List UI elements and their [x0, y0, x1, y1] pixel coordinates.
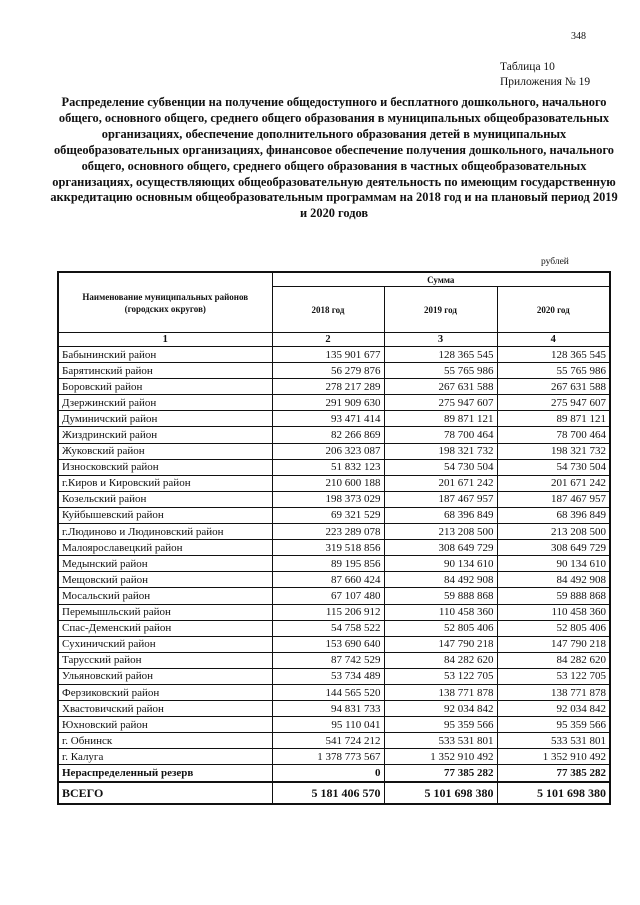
- table-row: [58, 636, 610, 652]
- value-2019: 201 671 242: [384, 475, 497, 491]
- value-2020: 77 385 282: [497, 765, 610, 783]
- value-2019: 52 805 406: [384, 620, 497, 636]
- district-name: Боровский район: [58, 379, 272, 395]
- district-name: Ульяновский район: [58, 668, 272, 684]
- header-sum: Сумма: [272, 272, 610, 287]
- table-row: [58, 395, 610, 411]
- table-row: [58, 491, 610, 507]
- district-name: Мосальский район: [58, 588, 272, 604]
- value-2020: 52 805 406: [497, 620, 610, 636]
- value-2018: 0: [272, 765, 384, 783]
- value-2018: 56 279 876: [272, 363, 384, 379]
- value-2018: 291 909 630: [272, 395, 384, 411]
- district-name: Спас-Деменский район: [58, 620, 272, 636]
- value-2019: 213 208 500: [384, 524, 497, 540]
- value-2018: 144 565 520: [272, 684, 384, 700]
- value-2020: 53 122 705: [497, 668, 610, 684]
- district-name: Малоярославецкий район: [58, 540, 272, 556]
- table-row: [58, 507, 610, 523]
- table-row: [58, 475, 610, 491]
- value-2018: 206 323 087: [272, 443, 384, 459]
- table-row: [58, 540, 610, 556]
- table-body: [58, 347, 610, 805]
- value-2019: 59 888 868: [384, 588, 497, 604]
- value-2019: 198 321 732: [384, 443, 497, 459]
- district-name: Перемышльский район: [58, 604, 272, 620]
- value-2020: 198 321 732: [497, 443, 610, 459]
- value-2020: 533 531 801: [497, 733, 610, 749]
- unit-label: рублей: [541, 257, 569, 267]
- value-2019: 95 359 566: [384, 717, 497, 733]
- district-name: Износковский район: [58, 459, 272, 475]
- value-2018: 69 321 529: [272, 507, 384, 523]
- value-2020: 275 947 607: [497, 395, 610, 411]
- value-2018: 210 600 188: [272, 475, 384, 491]
- value-2018: 89 195 856: [272, 556, 384, 572]
- value-2019: 89 871 121: [384, 411, 497, 427]
- reserve-row: [58, 765, 610, 783]
- table-row: [58, 379, 610, 395]
- value-2020: 55 765 986: [497, 363, 610, 379]
- total-row: [58, 782, 610, 804]
- value-2018: 319 518 856: [272, 540, 384, 556]
- value-2020: 90 134 610: [497, 556, 610, 572]
- page-number: 348: [571, 31, 586, 42]
- value-2018: 135 901 677: [272, 347, 384, 363]
- value-2018: 67 107 480: [272, 588, 384, 604]
- value-2019: 267 631 588: [384, 379, 497, 395]
- value-2018: 1 378 773 567: [272, 749, 384, 765]
- table-row: [58, 684, 610, 700]
- table-row: [58, 668, 610, 684]
- district-name: Нераспределенный резерв: [58, 765, 272, 783]
- value-2018: 93 471 414: [272, 411, 384, 427]
- value-2019: 55 765 986: [384, 363, 497, 379]
- column-index: 4: [497, 333, 610, 347]
- value-2020: 59 888 868: [497, 588, 610, 604]
- value-2019: 138 771 878: [384, 684, 497, 700]
- district-name: г.Киров и Кировский район: [58, 475, 272, 491]
- value-2019: 68 396 849: [384, 507, 497, 523]
- header-year-2018: 2018 год: [272, 287, 384, 333]
- value-2018: 198 373 029: [272, 491, 384, 507]
- column-index: 2: [272, 333, 384, 347]
- column-index: 3: [384, 333, 497, 347]
- value-2019: 308 649 729: [384, 540, 497, 556]
- value-2020: 68 396 849: [497, 507, 610, 523]
- value-2018: 94 831 733: [272, 701, 384, 717]
- district-name: ВСЕГО: [58, 782, 272, 804]
- district-name: Бабынинский район: [58, 347, 272, 363]
- table-row: [58, 588, 610, 604]
- value-2019: 275 947 607: [384, 395, 497, 411]
- table-row: [58, 604, 610, 620]
- district-name: Юхновский район: [58, 717, 272, 733]
- value-2018: 223 289 078: [272, 524, 384, 540]
- value-2019: 90 134 610: [384, 556, 497, 572]
- table-row: [58, 459, 610, 475]
- value-2019: 110 458 360: [384, 604, 497, 620]
- table-row: [58, 427, 610, 443]
- value-2018: 87 660 424: [272, 572, 384, 588]
- table-row: [58, 652, 610, 668]
- district-name: Куйбышевский район: [58, 507, 272, 523]
- value-2018: 541 724 212: [272, 733, 384, 749]
- header-year-2019: 2019 год: [384, 287, 497, 333]
- value-2020: 84 492 908: [497, 572, 610, 588]
- table-row: [58, 749, 610, 765]
- value-2020: 1 352 910 492: [497, 749, 610, 765]
- district-name: Жуковский район: [58, 443, 272, 459]
- table-row: [58, 717, 610, 733]
- value-2020: 84 282 620: [497, 652, 610, 668]
- table-label: Таблица 10: [500, 61, 555, 73]
- district-name: Тарусский район: [58, 652, 272, 668]
- value-2019: 84 282 620: [384, 652, 497, 668]
- value-2019: 53 122 705: [384, 668, 497, 684]
- district-name: Мещовский район: [58, 572, 272, 588]
- value-2019: 78 700 464: [384, 427, 497, 443]
- value-2019: 1 352 910 492: [384, 749, 497, 765]
- value-2019: 77 385 282: [384, 765, 497, 783]
- header-name: Наименование муниципальных районов (городских округов): [58, 272, 272, 333]
- value-2019: 533 531 801: [384, 733, 497, 749]
- district-name: Медынский район: [58, 556, 272, 572]
- table-row: [58, 556, 610, 572]
- column-index: 1: [58, 333, 272, 347]
- document-title: Распределение субвенции на получение общедоступного и бесплатного дошкольного, начального общего, основного общего, среднего общего образования в муниципальных общеобразовательных организациях, обеспечение дополнительного образования детей в муниципальных общеобразовательных организациях, финансовое обеспечение получения дошкольного, начального общего, основного общего, среднего общего образования в частных общеобразовательных организациях, осуществляющих общеобразовательную деятельность по имеющим государственную аккредитацию основным общеобразовательным программам на 2018 год и на плановый период 2019 и 2020 годов: [50, 95, 618, 221]
- table-row: [58, 363, 610, 379]
- district-name: Козельский район: [58, 491, 272, 507]
- district-name: г. Калуга: [58, 749, 272, 765]
- value-2018: 153 690 640: [272, 636, 384, 652]
- table-row: [58, 572, 610, 588]
- appendix-reference: [500, 60, 590, 90]
- district-name: Думиничский район: [58, 411, 272, 427]
- value-2019: 147 790 218: [384, 636, 497, 652]
- table-row: [58, 524, 610, 540]
- value-2019: 187 467 957: [384, 491, 497, 507]
- value-2019: 84 492 908: [384, 572, 497, 588]
- subvention-table: [57, 271, 611, 805]
- district-name: г. Обнинск: [58, 733, 272, 749]
- district-name: Жиздринский район: [58, 427, 272, 443]
- value-2019: 92 034 842: [384, 701, 497, 717]
- value-2020: 95 359 566: [497, 717, 610, 733]
- value-2018: 95 110 041: [272, 717, 384, 733]
- value-2020: 213 208 500: [497, 524, 610, 540]
- table-row: [58, 347, 610, 363]
- table-row: [58, 620, 610, 636]
- value-2018: 278 217 289: [272, 379, 384, 395]
- district-name: г.Людиново и Людиновский район: [58, 524, 272, 540]
- value-2019: 5 101 698 380: [384, 782, 497, 804]
- value-2018: 115 206 912: [272, 604, 384, 620]
- value-2018: 82 266 869: [272, 427, 384, 443]
- value-2020: 147 790 218: [497, 636, 610, 652]
- value-2019: 128 365 545: [384, 347, 497, 363]
- value-2020: 201 671 242: [497, 475, 610, 491]
- value-2020: 92 034 842: [497, 701, 610, 717]
- district-name: Ферзиковский район: [58, 684, 272, 700]
- value-2018: 87 742 529: [272, 652, 384, 668]
- value-2020: 89 871 121: [497, 411, 610, 427]
- district-name: Дзержинский район: [58, 395, 272, 411]
- value-2020: 187 467 957: [497, 491, 610, 507]
- appendix-label: Приложения № 19: [500, 76, 591, 88]
- value-2020: 78 700 464: [497, 427, 610, 443]
- value-2020: 110 458 360: [497, 604, 610, 620]
- value-2020: 54 730 504: [497, 459, 610, 475]
- header-year-2020: 2020 год: [497, 287, 610, 333]
- value-2020: 138 771 878: [497, 684, 610, 700]
- district-name: Хвастовичский район: [58, 701, 272, 717]
- table-row: [58, 701, 610, 717]
- value-2018: 5 181 406 570: [272, 782, 384, 804]
- district-name: Барятинский район: [58, 363, 272, 379]
- table-row: [58, 443, 610, 459]
- table-row: [58, 411, 610, 427]
- value-2020: 128 365 545: [497, 347, 610, 363]
- district-name: Сухиничский район: [58, 636, 272, 652]
- value-2018: 53 734 489: [272, 668, 384, 684]
- value-2018: 54 758 522: [272, 620, 384, 636]
- value-2018: 51 832 123: [272, 459, 384, 475]
- value-2020: 5 101 698 380: [497, 782, 610, 804]
- table-row: [58, 733, 610, 749]
- value-2020: 308 649 729: [497, 540, 610, 556]
- value-2020: 267 631 588: [497, 379, 610, 395]
- value-2019: 54 730 504: [384, 459, 497, 475]
